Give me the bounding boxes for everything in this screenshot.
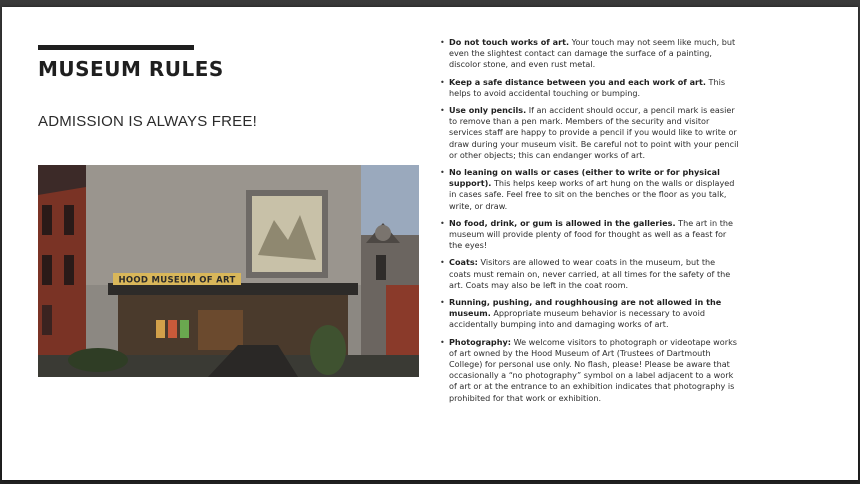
rule-body: If an accident should occur, a pencil mark is easier to remove than a pen mark. Members of the security and visitor services staff are happy to provide a pencil if you would like to write or draw during your museum visit. Be careful not to point with your pencil or other objects; this can endanger works of art. xyxy=(449,105,739,160)
document-page xyxy=(2,7,858,480)
admission-note: ADMISSION IS ALWAYS FREE! xyxy=(38,113,257,130)
rule-lead: No food, drink, or gum is allowed in the galleries. xyxy=(449,217,676,228)
rule-lead: Coats: xyxy=(449,257,478,268)
rule-item xyxy=(439,105,739,161)
rule-item xyxy=(439,297,739,331)
bullet-icon: • xyxy=(440,217,445,228)
rule-item xyxy=(439,37,739,71)
bullet-icon: • xyxy=(440,105,445,116)
museum-sign: HOOD MUSEUM OF ART xyxy=(118,275,236,286)
rule-lead: Running, pushing, and roughhousing are not allowed in the museum. xyxy=(449,297,722,319)
rule-body: Your touch may not seem like much, but even the slightest contact can damage the surface of a painting, discolor stone, and even rust metal. xyxy=(449,37,736,70)
title-rule xyxy=(38,45,194,50)
bullet-icon: • xyxy=(440,76,445,87)
page-title: MUSEUM RULES xyxy=(38,57,224,81)
rule-lead: No leaning on walls or cases (either to write or for physical support). xyxy=(449,167,720,189)
bullet-icon: • xyxy=(440,37,445,47)
rule-body: This helps to avoid accidental touching or bumping. xyxy=(449,76,726,98)
rules-list xyxy=(439,37,739,410)
rule-lead: Use only pencils. xyxy=(449,105,527,116)
rule-item xyxy=(439,337,739,404)
bullet-icon: • xyxy=(440,257,445,268)
rule-body: This helps keep works of art hung on the walls or displayed in cases safe. Feel free to sit on the benches or the floor as you talk, write, or draw. xyxy=(449,178,735,211)
rule-lead: Keep a safe distance between you and each work of art. xyxy=(449,76,706,87)
rule-item xyxy=(439,218,739,252)
bullet-icon: • xyxy=(440,297,445,308)
rule-body: Visitors are allowed to wear coats in the museum, but the coats must remain on, never carried, at all times for the safety of the art. Coats may also be left in the coat room. xyxy=(449,257,731,290)
rule-body: Appropriate museum behavior is necessary to avoid accidentally bumping into and damaging works of art. xyxy=(449,308,706,330)
rule-item xyxy=(439,167,739,212)
rule-lead: Photography: xyxy=(449,336,511,347)
rule-lead: Do not touch works of art. xyxy=(449,37,570,47)
bullet-icon: • xyxy=(440,167,445,178)
rule-item xyxy=(439,77,739,99)
rule-item xyxy=(439,257,739,291)
bullet-icon: • xyxy=(440,336,445,347)
rule-body: The art in the museum will provide plenty of food for thought as well as a feast for the eyes! xyxy=(449,217,734,251)
rule-body: We welcome visitors to photograph or videotape works of art owned by the Hood Museum of Art (Trustees of Dartmouth College) for personal use only. No flash, please! Please be aware that occasionally a “no photography” symbol on a label adjacent to a work of art or at the entrance to an exhibition indicates that photography is prohibited for that work or exhibition. xyxy=(449,336,737,403)
museum-photo xyxy=(38,165,419,377)
